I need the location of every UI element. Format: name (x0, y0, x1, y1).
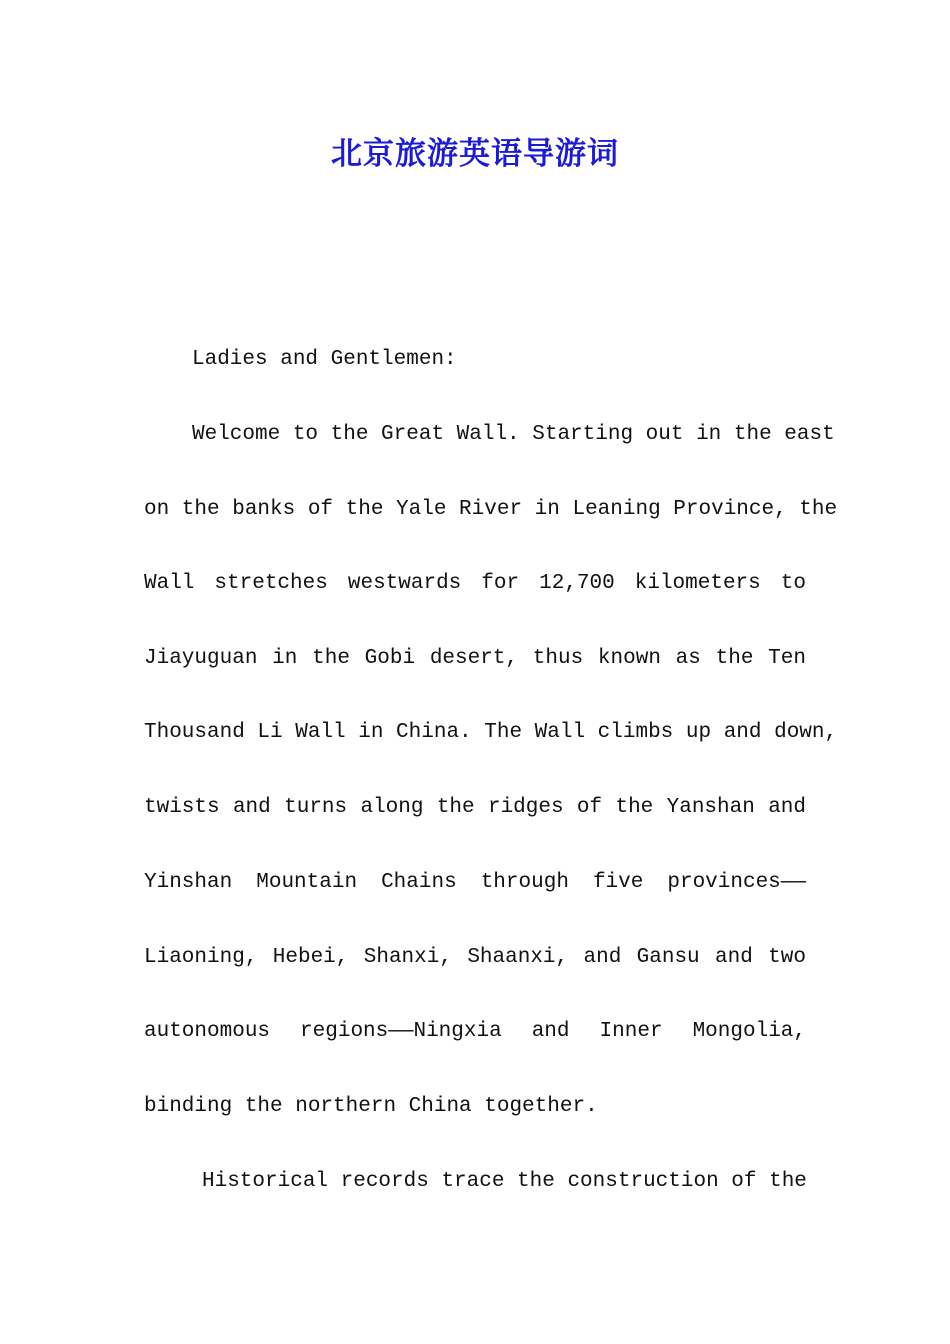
paragraph-line: binding the northern China together. (144, 1095, 598, 1118)
document-title: 北京旅游英语导游词 (331, 136, 619, 172)
salutation-line: Ladies and Gentlemen: (192, 348, 457, 371)
paragraph-line: Yinshan Mountain Chains through five provinces—— (144, 871, 806, 894)
paragraph-line: Historical records trace the construction of the (202, 1170, 807, 1193)
paragraph-line: Wall stretches westwards for 12,700 kilometers to (144, 572, 806, 595)
paragraph-line: Liaoning, Hebei, Shanxi, Shaanxi, and Gansu and two (144, 946, 806, 969)
paragraph-line: twists and turns along the ridges of the Yanshan and (144, 796, 806, 819)
paragraph-line: autonomous regions——Ningxia and Inner Mongolia, (144, 1020, 806, 1043)
paragraph-line: on the banks of the Yale River in Leaning Province, the (144, 498, 838, 521)
paragraph-line: Thousand Li Wall in China. The Wall climbs up and down, (144, 721, 838, 744)
paragraph-line: Welcome to the Great Wall. Starting out in the east (192, 423, 835, 446)
paragraph-line: Jiayuguan in the Gobi desert, thus known as the Ten (144, 647, 806, 670)
